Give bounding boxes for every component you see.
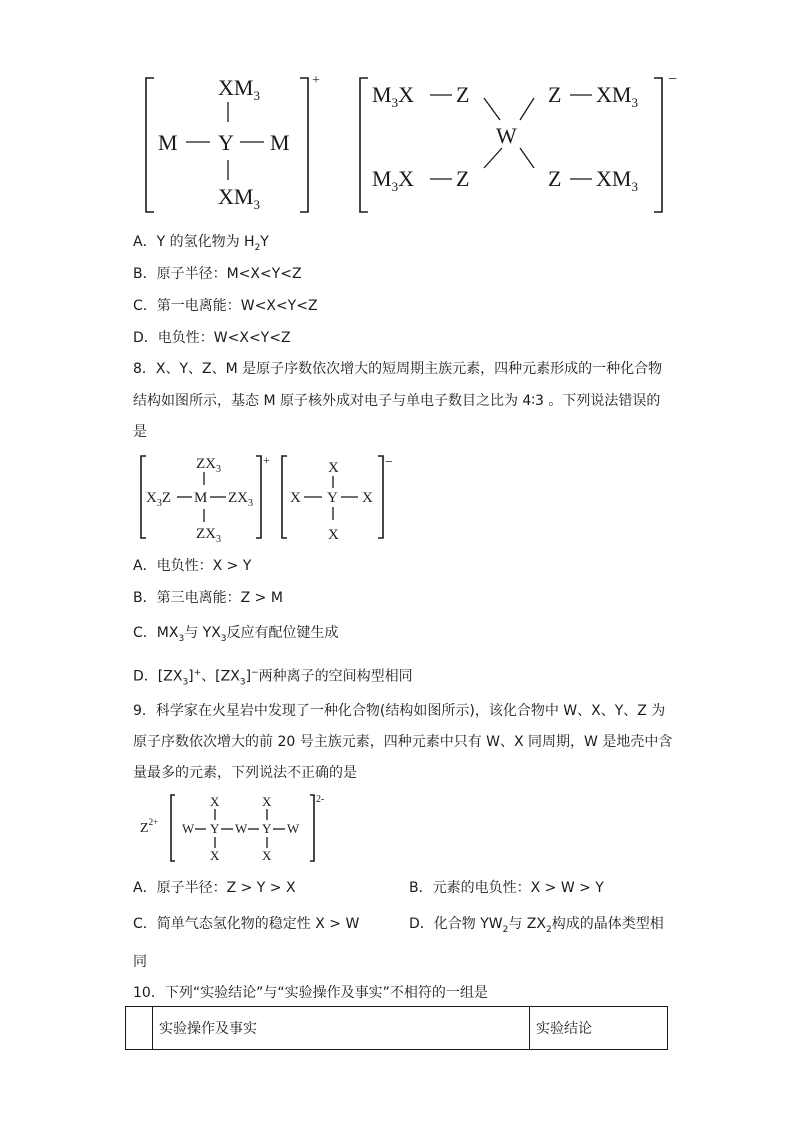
q9-option-d: D．化合物 $YW_2$与 $ZX_2$构成的晶体类型相 bbox=[409, 916, 664, 935]
q7-anion-charge: − bbox=[668, 71, 678, 88]
q7-option-c: C．第一电离能：W<X<Y<Z bbox=[133, 298, 318, 314]
q8-cation-center-m: M bbox=[194, 490, 208, 506]
q7-anion-lower-left-group: $M_3X$ bbox=[372, 166, 414, 194]
q9-stem-line1: 9．科学家在火星岩中发现了一种化合物(结构如图所示)，该化合物中 W、X、Y、Z 为 bbox=[133, 703, 666, 719]
q10-header-operation: 实验操作及事实 bbox=[153, 1007, 530, 1050]
q9-cation-z: $Z^{2+}$ bbox=[140, 817, 159, 836]
q7-cation-center-y: Y bbox=[218, 130, 234, 155]
q9-x-bottom-1: X bbox=[210, 848, 220, 863]
q8-cation-right: $ZX_3$ bbox=[228, 490, 253, 509]
q9-w-1: W bbox=[182, 821, 195, 836]
q9-x-bottom-2: X bbox=[262, 848, 272, 863]
q9-y-1: Y bbox=[210, 821, 220, 836]
q8-anion-right: X bbox=[362, 490, 373, 506]
q10-stem: 10．下列“实验结论”与“实验操作及事实”不相符的一组是 bbox=[133, 985, 488, 1001]
q8-option-d: D．$[ZX_3]^+$、$[ZX_3]^-$两种离子的空间构型相同 bbox=[133, 668, 413, 688]
q7-cation-right-m: M bbox=[270, 130, 290, 155]
q7-option-a: A．Y 的氢化物为 $H_2Y$ bbox=[133, 234, 269, 253]
q8-anion-charge: − bbox=[385, 455, 393, 470]
q8-anion-left: X bbox=[290, 490, 301, 506]
q9-stem-line3: 量最多的元素，下列说法不正确的是 bbox=[133, 765, 357, 781]
q7-anion-right-bracket bbox=[654, 78, 662, 212]
q7-cation-left-m: M bbox=[158, 130, 178, 155]
q7-anion-upper-right-z: Z bbox=[548, 82, 562, 107]
q7-cation-left-bracket bbox=[146, 78, 154, 212]
q7-anion-upper-left-group: $M_3X$ bbox=[372, 82, 414, 110]
q10-header-index bbox=[126, 1007, 153, 1050]
table-row bbox=[126, 1007, 668, 1050]
q8-cation-charge: + bbox=[263, 453, 270, 467]
q9-anion-charge: 2- bbox=[316, 794, 325, 805]
q9-structure-figure bbox=[138, 792, 348, 864]
q9-option-d-wrap: 同 bbox=[133, 954, 147, 970]
q8-cation-left: $X_3Z$ bbox=[146, 490, 172, 509]
q9-option-a: A．原子半径：Z > Y > X bbox=[133, 880, 296, 896]
q9-stem-line2: 原子序数依次增大的前 20 号主族元素，四种元素中只有 W、X 同周期，W 是地壳中含 bbox=[133, 734, 673, 750]
q7-option-d: D．电负性：W<X<Y<Z bbox=[133, 330, 291, 346]
q7-cation-charge: + bbox=[312, 73, 320, 88]
q7-structure-figure bbox=[140, 68, 690, 218]
q9-x-top-1: X bbox=[210, 794, 220, 809]
q7-anion-left-bracket bbox=[360, 78, 368, 212]
q7-anion-center-w: W bbox=[496, 123, 517, 148]
q10-header-conclusion: 实验结论 bbox=[530, 1007, 668, 1050]
q9-y-2: Y bbox=[262, 821, 272, 836]
q7-cation-bottom-xm: $XM_3$ bbox=[218, 184, 260, 212]
q9-option-c: C．简单气态氢化物的稳定性 X > W bbox=[133, 916, 360, 932]
q8-cation-top: $ZX_3$ bbox=[196, 456, 221, 475]
q7-cation-right-bracket bbox=[300, 78, 308, 212]
q8-stem-line2: 结构如图所示，基态 M 原子核外成对电子与单电子数目之比为 4∶3 。下列说法错误的 bbox=[133, 393, 661, 409]
q7-anion-upper-left-z: Z bbox=[456, 82, 470, 107]
q7-anion-lower-right-group: $XM_3$ bbox=[596, 166, 638, 194]
q7-anion-upper-right-group: $XM_3$ bbox=[596, 82, 638, 110]
q8-option-a: A．电负性：X > Y bbox=[133, 558, 252, 574]
q9-x-top-2: X bbox=[262, 794, 272, 809]
q7-option-b: B．原子半径：M<X<Y<Z bbox=[133, 266, 302, 282]
q8-anion-top: X bbox=[328, 460, 339, 476]
q8-anion-bottom: X bbox=[328, 527, 339, 543]
q8-option-c: C．$MX_3$与 $YX_3$反应有配位键生成 bbox=[133, 625, 339, 644]
q8-cation-bottom: $ZX_3$ bbox=[196, 526, 221, 544]
q9-w-2: W bbox=[235, 821, 248, 836]
q8-anion-center-y: Y bbox=[327, 490, 338, 506]
q8-structure-figure bbox=[138, 452, 398, 544]
q9-option-b: B．元素的电负性：X > W > Y bbox=[409, 880, 604, 896]
q8-option-b: B．第三电离能：Z > M bbox=[133, 590, 283, 606]
q7-anion-lower-left-z: Z bbox=[456, 166, 470, 191]
q10-table bbox=[125, 1006, 668, 1050]
q9-w-3: W bbox=[287, 821, 300, 836]
q7-cation-top-xm: $XM_3$ bbox=[218, 75, 260, 103]
q7-anion-lower-right-z: Z bbox=[548, 166, 562, 191]
q8-stem-line3: 是 bbox=[133, 424, 147, 440]
q8-stem-line1: 8．X、Y、Z、M 是原子序数依次增大的短周期主族元素，四种元素形成的一种化合物 bbox=[133, 361, 663, 377]
